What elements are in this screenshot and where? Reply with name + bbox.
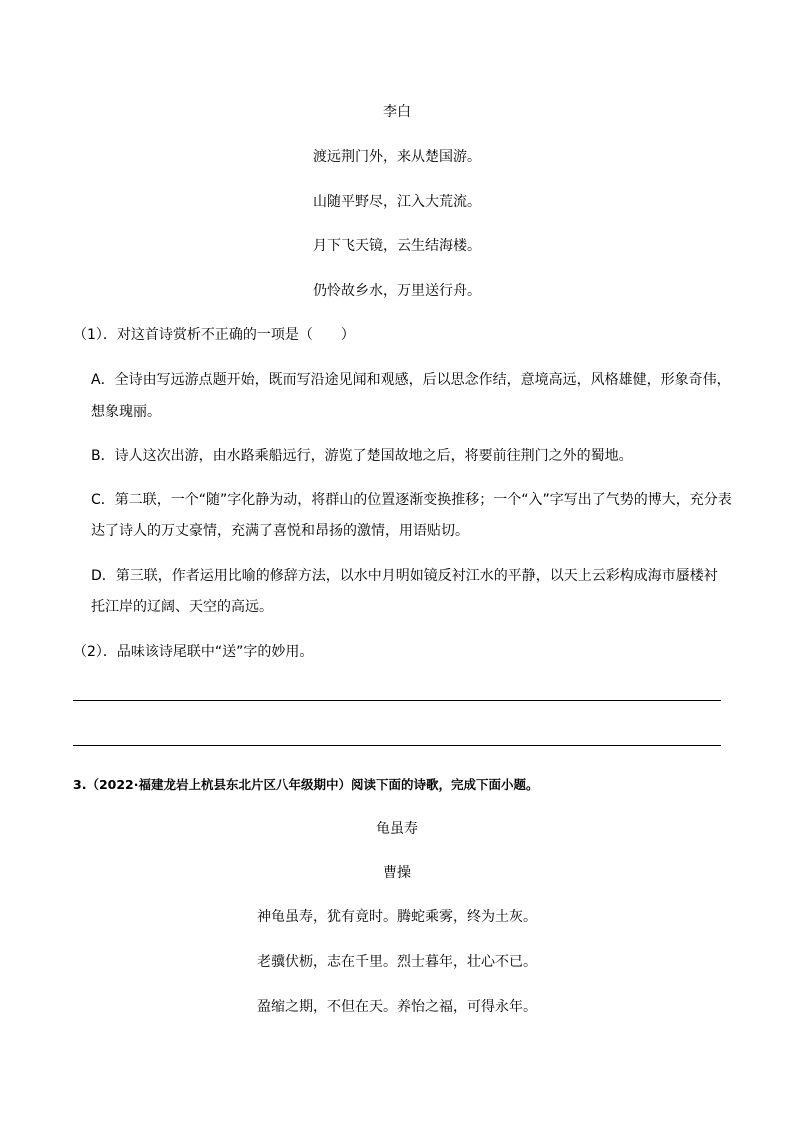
option-c-line: C．第二联，一个“随”字化静为动，将群山的位置逐渐变换推移；一个“入”字写出了气势的博大，充分表 — [91, 492, 732, 508]
poem-line: 渡远荆门外，来从楚国游。 — [313, 149, 481, 165]
poem-author: 李白 — [383, 104, 411, 120]
answer-line — [73, 745, 721, 746]
poem-author: 曹操 — [383, 865, 411, 881]
poem-line: 月下飞天镜，云生结海楼。 — [313, 238, 481, 254]
option-c-line: 达了诗人的万丈豪情，充满了喜悦和昂扬的激情，用语贴切。 — [91, 523, 469, 539]
poem-line: 山随平野尽，江入大荒流。 — [313, 194, 481, 210]
poem-line: 盈缩之期，不但在天。养怡之福，可得永年。 — [257, 999, 537, 1015]
option-b-line: B．诗人这次出游，由水路乘船远行，游览了楚国故地之后，将要前往荆门之外的蜀地。 — [91, 448, 633, 464]
poem-line: 仍怜故乡水，万里送行舟。 — [313, 283, 481, 299]
option-d-line: 托江岸的辽阔、天空的高远。 — [91, 599, 273, 615]
poem-title: 龟虽寿 — [376, 821, 418, 837]
question-1-stem: （1）．对这首诗赏析不正确的一项是（ ） — [73, 327, 355, 343]
option-a-line: A．全诗由写远游点题开始，既而写沿途见闻和观感，后以思念作结，意境高远，风格雄健，形象奇伟， — [91, 372, 731, 388]
question-3-header: 3.（2022·福建龙岩上杭县东北片区八年级期中）阅读下面的诗歌，完成下面小题。 — [73, 777, 539, 792]
option-d-line: D．第三联，作者运用比喻的修辞方法，以水中月明如镜反衬江水的平静，以天上云彩构成海市蜃楼衬 — [91, 568, 718, 584]
question-2-stem: （2）．品味该诗尾联中“送”字的妙用。 — [73, 644, 314, 660]
option-a-line: 想象瑰丽。 — [91, 404, 161, 420]
poem-line: 神龟虽寿，犹有竟时。腾蛇乘雾，终为土灰。 — [257, 909, 537, 925]
poem-line: 老骥伏枥，志在千里。烈士暮年，壮心不已。 — [257, 954, 537, 970]
answer-line — [73, 700, 721, 701]
